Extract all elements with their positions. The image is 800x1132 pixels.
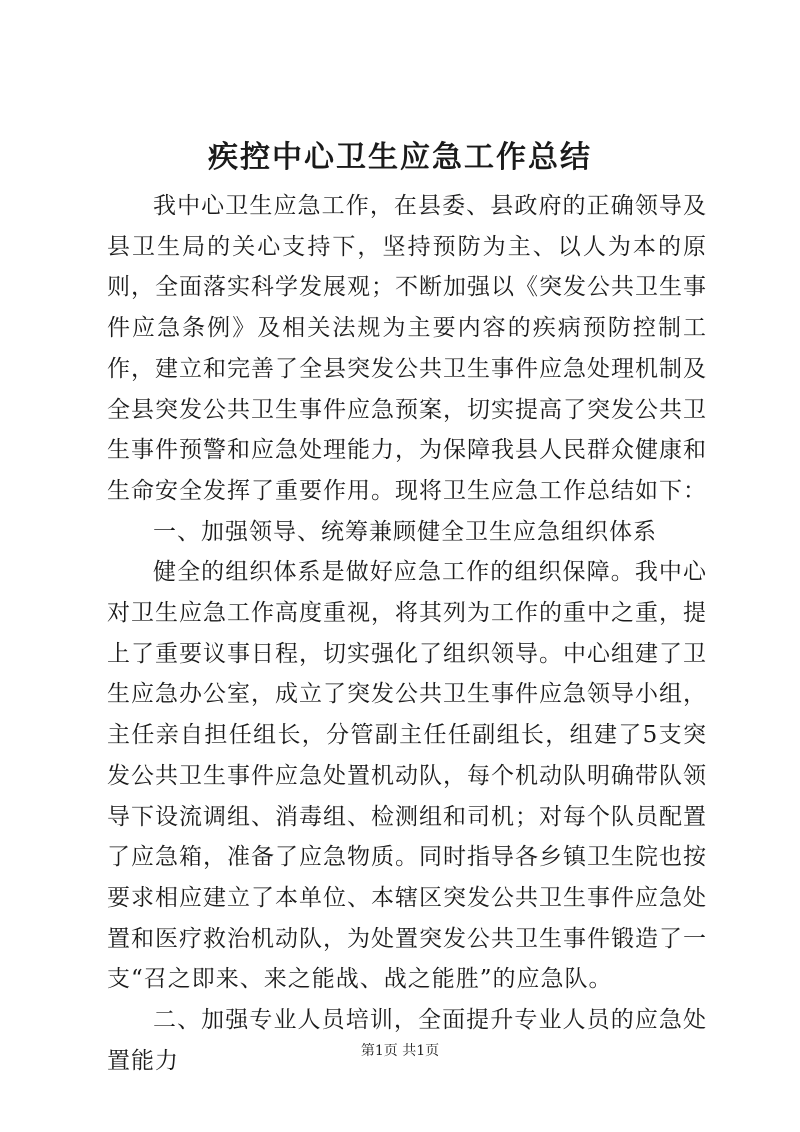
intro-paragraph: 我中心卫生应急工作，在县委、县政府的正确领导及县卫生局的关心支持下，坚持预防为主、以人为本的原则，全面落实科学发展观；不断加强以《突发公共卫生事件应急条例》及相关法规为主要内容的疾病预防控制工作，建立和完善了全县突发公共卫生事件应急处理机制及全县突发公共卫生事件应急预案，切实提高了突发公共卫生事件预警和应急处理能力，为保障我县人民群众健康和生命安全发挥了重要作用。现将卫生应急工作总结如下：: [107, 193, 707, 504]
document-title: 疾控中心卫生应急工作总结: [208, 140, 592, 175]
section-heading-1: 一、加强领导、统筹兼顾健全卫生应急组织体系: [153, 518, 657, 545]
section-1-paragraph: 健全的组织体系是做好应急工作的组织保障。我中心对卫生应急工作高度重视，将其列为工作的重中之重，提上了重要议事日程，切实强化了组织领导。中心组建了卫生应急办公室，成立了突发公共卫生事件应急领导小组，主任亲自担任组长，分管副主任任副组长，组建了5支突发公共卫生事件应急处置机动队，每个机动队明确带队领导下设流调组、消毒组、检测组和司机；对每个队员配置了应急箱，准备了应急物质。同时指导各乡镇卫生院也按要求相应建立了本单位、本辖区突发公共卫生事件应急处置和医疗救治机动队，为处置突发公共卫生事件锻造了一支“召之即来、来之能战、战之能胜”的应急队。: [107, 559, 707, 993]
page-footer: 第1页 共1页: [360, 1043, 440, 1059]
section-heading-2: 二、加强专业人员培训，全面提升专业人员的应急处置能力: [107, 1007, 707, 1074]
document-body: [107, 186, 707, 1081]
